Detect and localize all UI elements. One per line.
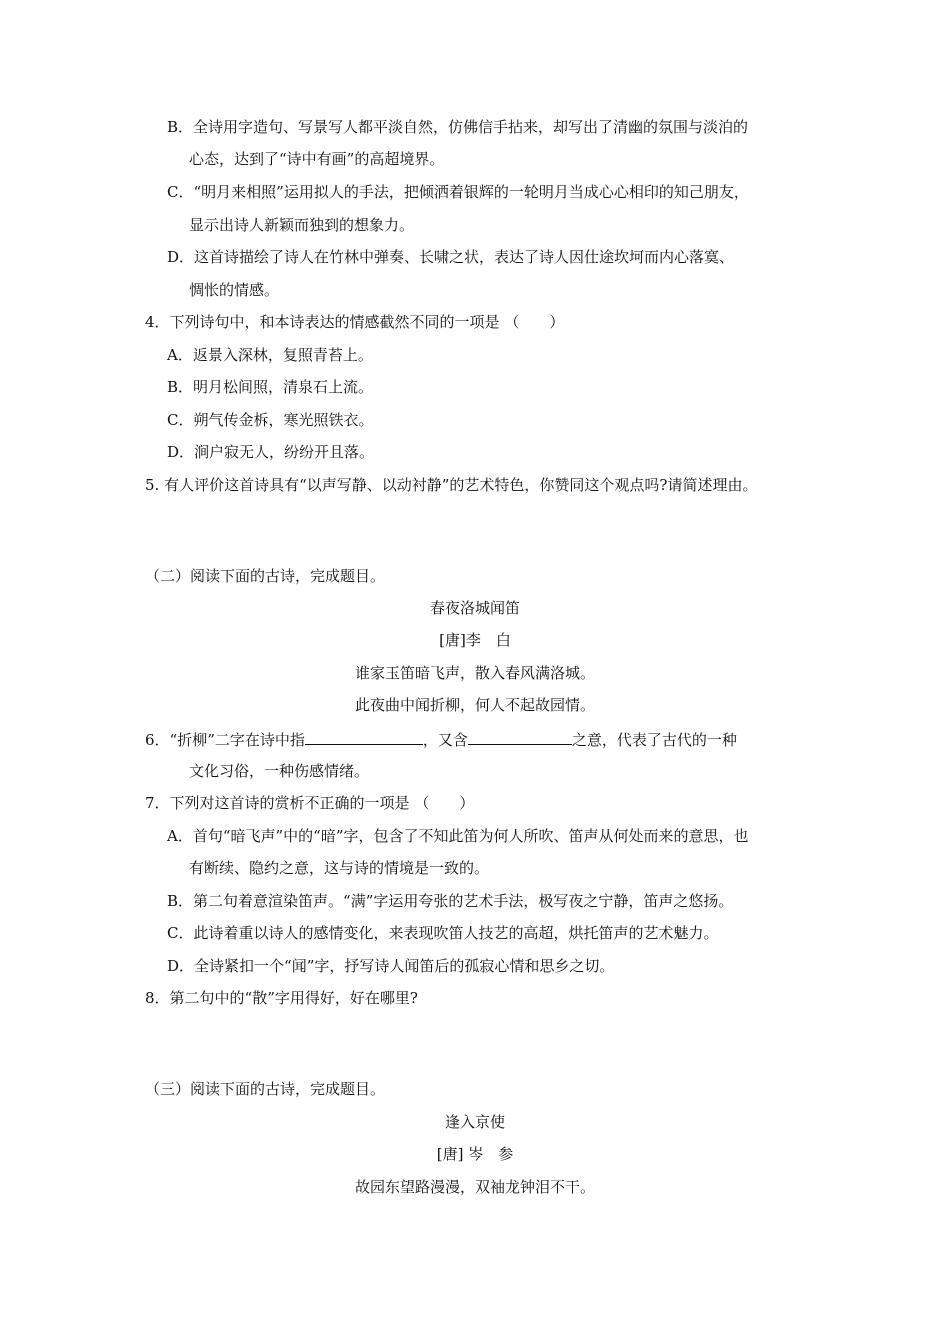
q4-option-a: A．返景入深林，复照青苔上。 [167, 346, 373, 364]
q4-option-d: D．涧户寂无人，纷纷开且落。 [167, 443, 375, 461]
q6-answer-blank-2[interactable] [468, 728, 572, 745]
section3-poem-author: [唐] 岑 参 [436, 1145, 514, 1163]
q7-option-d: D．全诗紧扣一个“闻”字，抒写诗人闻笛后的孤寂心情和思乡之切。 [167, 957, 615, 975]
q6-text-part2: ，又含 [422, 731, 468, 749]
q7-option-a-line2: 有断续、隐约之意，这与诗的情境是一致的。 [189, 859, 490, 877]
q3-option-b-line1: B．全诗用字造句、写景写人都平淡自然，仿佛信手拈来，却写出了清幽的氛围与淡泊的 [167, 118, 749, 136]
section2-poem-line2: 此夜曲中闻折柳，何人不起故园情。 [354, 696, 595, 714]
q4-option-c: C．朔气传金柝，寒光照铁衣。 [167, 411, 374, 429]
q7-option-c: C．此诗着重以诗人的感情变化，来表现吹笛人技艺的高超，烘托笛声的艺术魅力。 [167, 924, 719, 942]
q3-option-b-line2: 心态，达到了“诗中有画”的高超境界。 [189, 150, 445, 168]
q5-stem: 5. 有人评价这首诗具有“以声写静、以动衬静”的艺术特色，你赞同这个观点吗?请简述理由。 [145, 476, 758, 494]
section2-poem-title: 春夜洛城闻笛 [429, 599, 520, 617]
section3-heading: （三）阅读下面的古诗，完成题目。 [145, 1080, 386, 1098]
q3-option-d-line2: 惆怅的情感。 [189, 281, 280, 299]
q8-stem: 8．第二句中的“散”字用得好，好在哪里? [145, 989, 418, 1007]
q6-answer-blank-1[interactable] [305, 728, 423, 745]
q4-option-b: B．明月松间照，清泉石上流。 [167, 378, 374, 396]
q4-stem: 4．下列诗句中，和本诗表达的情感截然不同的一项是 （ ） [145, 313, 565, 331]
q3-option-d-line1: D．这首诗描绘了诗人在竹林中弹奏、长啸之状，表达了诗人因仕途坎坷而内心落寞、 [167, 248, 735, 266]
q6-text-part1: 6．“折柳”二字在诗中指 [145, 731, 305, 749]
section2-poem-author: [唐]李 白 [439, 631, 511, 649]
q7-stem: 7．下列对这首诗的赏析不正确的一项是 （ ） [145, 794, 475, 812]
section2-heading: （二）阅读下面的古诗，完成题目。 [145, 567, 386, 585]
section3-poem-line1: 故园东望路漫漫，双袖龙钟泪不干。 [354, 1178, 595, 1196]
q7-option-a-line1: A．首句“暗飞声”中的“暗”字，包含了不知此笛为何人所吹、笛声从何处而来的意思，也 [167, 827, 749, 845]
section3-poem-title: 逢入京使 [444, 1113, 505, 1131]
q3-option-c-line2: 显示出诗人新颖而独到的想象力。 [189, 216, 415, 234]
section2-poem-line1: 谁家玉笛暗飞声，散入春风满洛城。 [354, 664, 595, 682]
q7-option-b: B．第二句着意渲染笛声。“满”字运用夸张的艺术手法，极写夜之宁静，笛声之悠扬。 [167, 892, 734, 910]
q3-option-c-line1: C．“明月来相照”运用拟人的手法，把倾洒着银辉的一轮明月当成心心相印的知己朋友， [167, 183, 749, 201]
q6-line1 [145, 728, 737, 750]
q6-text-part3: 之意，代表了古代的一种 [571, 731, 737, 749]
q6-line2: 文化习俗，一种伤感情绪。 [189, 762, 370, 780]
